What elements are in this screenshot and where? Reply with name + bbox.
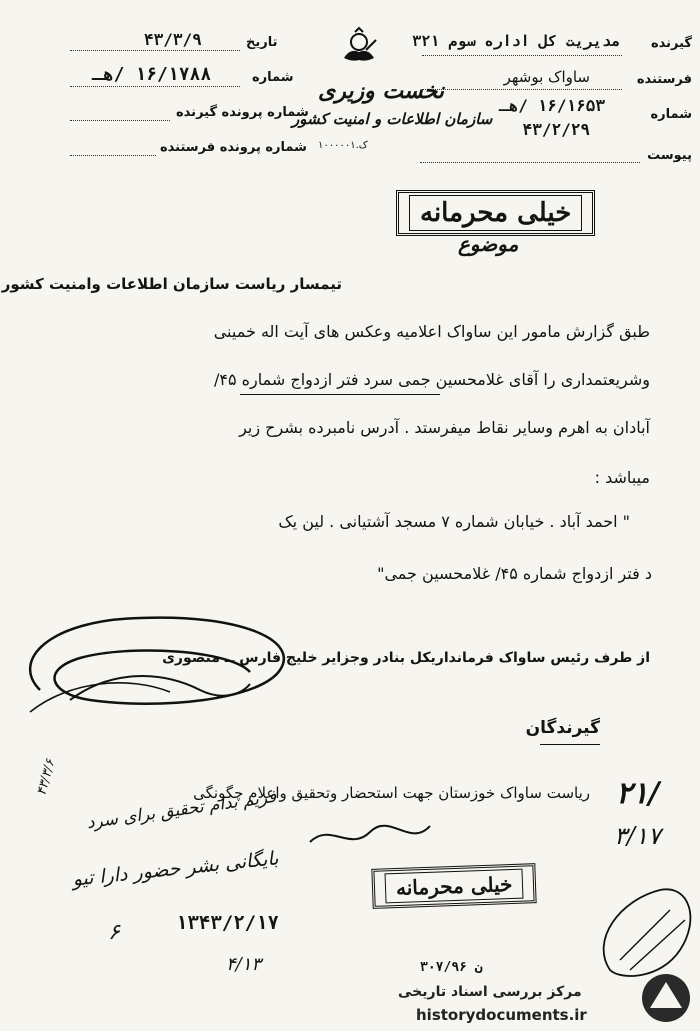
right-margin-mark: ۳/۱۷ [614,822,661,850]
recipient-file-rule [70,120,170,121]
recipient-file-label: شماره پرونده گیرنده [176,105,309,120]
body-line-1: طبق گزارش مامور این ساواک اعلامیه وعکس های آیت اله خمینی [213,322,650,341]
lion-and-sun-emblem-icon [336,28,382,68]
attachment-rule [420,162,640,163]
handwritten-digit: ۶ [108,920,120,945]
bottom-classification-stamp [371,863,537,909]
form-code: ک.۱۰۰۰۰۰۱ [318,140,368,151]
recipient-value: مدیریت کل اداره سوم ۳۲۱ [412,32,620,50]
attachment-label: پیوست [647,148,692,163]
bottom-right-code: ۳۰۷/ن ۹۶ [420,960,483,975]
sender-file-label: شماره پرونده فرستنده [160,140,307,155]
handwritten-date: ۱۳۴۳/۲/۱۷ [176,912,279,934]
watermark-title: مرکز بررسی اسناد تاریخی [398,984,582,1000]
body-line-2: وشریعتمداری را آقای غلامحسین جمی سرد فتر ازدواج شماره ۴۵/ [214,370,650,389]
subject-label: موضوع [458,232,519,256]
date-label-left: تاریخ [246,35,278,50]
body-line-4: میباشد : [594,468,650,487]
classification-stamp [396,190,595,236]
number-value-left: ۱۶/۱۷۸۸ /هـ [92,64,212,85]
classification-stamp-text: خیلی محرمانه [409,195,582,231]
recipient-label: گیرنده [650,36,692,51]
sender-value: ساواک بوشهر [503,68,590,86]
address-line-2: د فتر ازدواج شماره ۴۵/ غلامحسین جمی" [377,564,652,583]
number-label-right: شماره [650,107,692,122]
name-underline [240,394,440,395]
number-value-right: ۱۶/۱۶۵۳ /هـ [499,96,605,115]
margin-date: ۴۳/۳/۶ [34,757,59,798]
watermark-url: historydocuments.ir [416,1006,587,1024]
sender-file-rule [70,155,156,156]
date-value-right: ۴۳/۲/۲۹ [522,120,590,139]
handwritten-note-1: فریم بدام تحقیق برای سرد [85,786,278,834]
addressee: تیمسار ریاست سازمان اطلاعات وامنیت کشور [1,275,342,293]
bottom-number: ۴/۱۳ [226,954,262,975]
sender-label: فرستنده [636,72,692,87]
recipients-label: گیرندگان [525,718,600,738]
number-rule-left [70,86,240,87]
watermark-logo-icon [640,972,692,1024]
address-line-1: " احمد آباد . خیابان شماره ۷ مسجد آشتیانی . لین یک [278,512,630,531]
signature-line: از طرف رئیس ساواک فرمانداریکل بنادر وجزایر خلیج فارس ــ منصوری [162,650,650,666]
ministry-title: نخست وزیری [318,78,444,104]
recipient-number-mark: ۲۱/ [616,776,660,811]
bottom-stamp-text: خیلی محرمانه [385,869,524,904]
recipients-underline [540,744,600,745]
date-rule-left [70,50,240,51]
org-name: سازمان اطلاعات و امنیت کشور [292,110,493,128]
recipients-line-1: ریاست ساواک خوزستان جهت استحضار وتحقیق واعلام چگونگی [193,784,590,802]
sender-rule [422,89,622,90]
number-label-left: شماره [252,70,294,85]
handwritten-note-2: بایگانی بشر حضور دارا تیو [71,847,280,891]
body-line-3: آبادان به اهرم وسایر نقاط میفرستد . آدرس نامبرده بشرح زیر [239,418,650,437]
date-value-left: ۴۳/۳/۹ [144,30,202,49]
recipient-rule [422,55,622,56]
initials-scribble-icon [300,812,440,862]
